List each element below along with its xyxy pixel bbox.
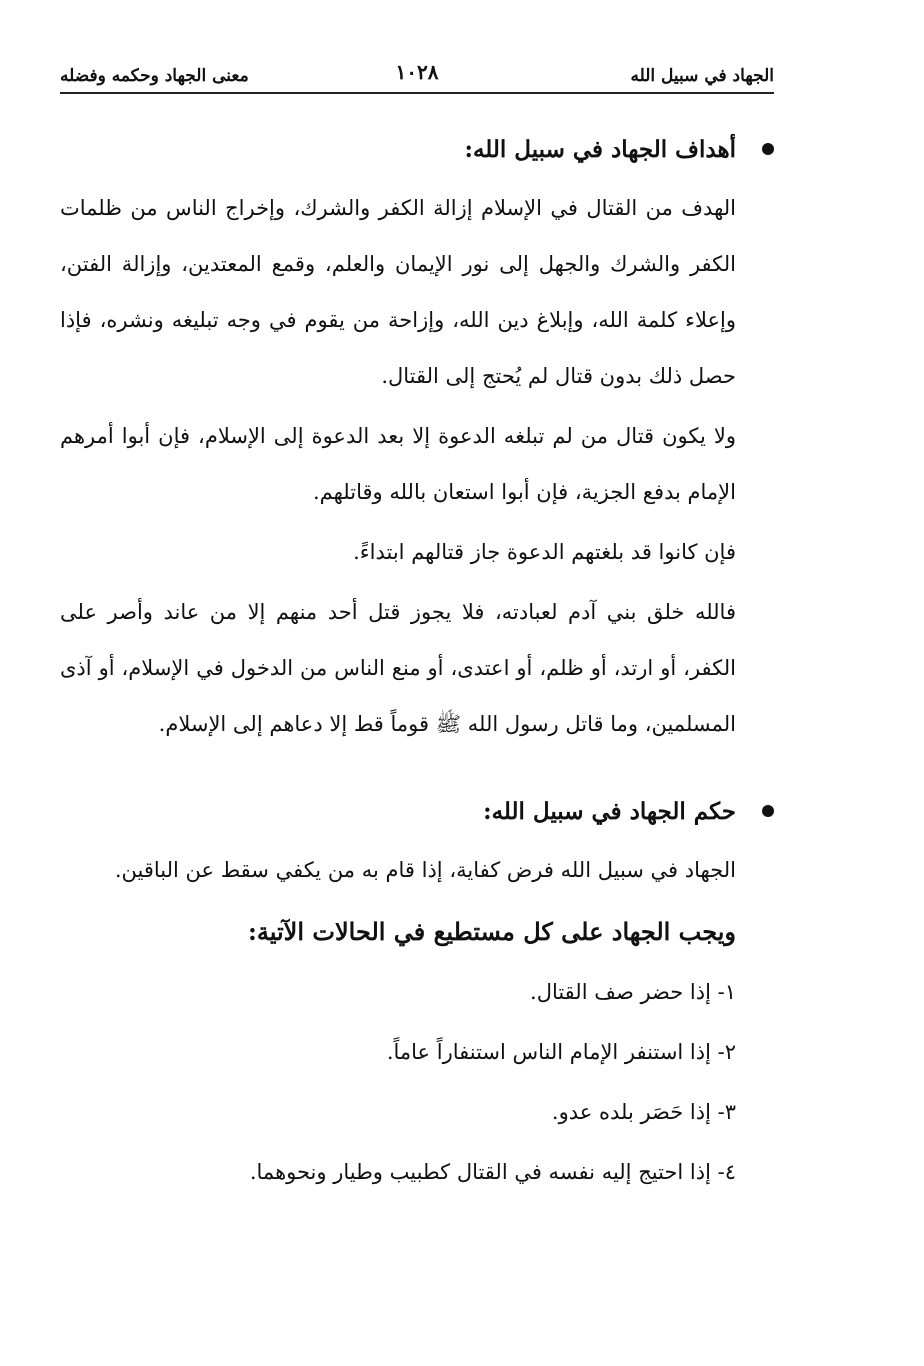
- list-item: ٤- إذا احتيج إليه نفسه في القتال كطبيب وطيار ونحوهما.: [249, 1160, 736, 1184]
- spacer: [60, 756, 736, 774]
- sub-heading: ويجب الجهاد على كل مستطيع في الحالات الآتية:: [248, 917, 736, 946]
- section-heading-goals: [60, 120, 736, 180]
- list-item: ٢- إذا استنفر الإمام الناس استنفاراً عاماً.: [386, 1040, 736, 1064]
- paragraph: الجهاد في سبيل الله فرض كفاية، إذا قام به من يكفي سقط عن الباقين.: [114, 858, 736, 882]
- running-header: [60, 56, 774, 94]
- list-item: ٣- إذا حَصَر بلده عدو.: [551, 1100, 736, 1124]
- page-number: ١٠٢٨: [395, 60, 439, 84]
- bullet-icon: [762, 805, 774, 817]
- bullet-icon: [762, 143, 774, 155]
- header-book-title: الجهاد في سبيل الله: [630, 66, 774, 86]
- list-item: ١- إذا حضر صف القتال.: [530, 980, 736, 1004]
- header-chapter-title: معنى الجهاد وحكمه وفضله: [60, 66, 249, 86]
- paragraph: الهدف من القتال في الإسلام إزالة الكفر والشرك، وإخراج الناس من ظلمات الكفر والشرك والجهل إلى نور الإيمان والعلم، وقمع المعتدين، وإزالة الفتن، وإعلاء كلمة الله، وإبلاغ دين الله، وإزاحة من يقوم في وجه تبليغه ونشره، فإذا حصل ذلك بدون قتال لم يُحتج إلى القتال.: [60, 196, 736, 388]
- paragraph: فالله خلق بني آدم لعبادته، فلا يجوز قتل أحد منهم إلا من عاند وأصر على الكفر، أو ارتد، أو ظلم، أو اعتدى، أو منع الناس من الدخول في الإسلام، أو آذى المسلمين، وما قاتل رسول الله ﷺ قوماً قط إلا دعاهم إلى الإسلام.: [60, 600, 736, 736]
- section-heading-ruling: [60, 782, 736, 842]
- paragraph: ولا يكون قتال من لم تبلغه الدعوة إلا بعد الدعوة إلى الإسلام، فإن أبوا أمرهم الإمام بدفع الجزية، فإن أبوا استعان بالله وقاتلهم.: [60, 424, 736, 504]
- paragraph: فإن كانوا قد بلغتهم الدعوة جاز قتالهم ابتداءً.: [353, 540, 736, 564]
- section-heading-text: أهداف الجهاد في سبيل الله:: [464, 136, 736, 163]
- section-heading-text: حكم الجهاد في سبيل الله:: [483, 798, 736, 825]
- page-body: [60, 112, 736, 1202]
- header-divider: [60, 92, 774, 94]
